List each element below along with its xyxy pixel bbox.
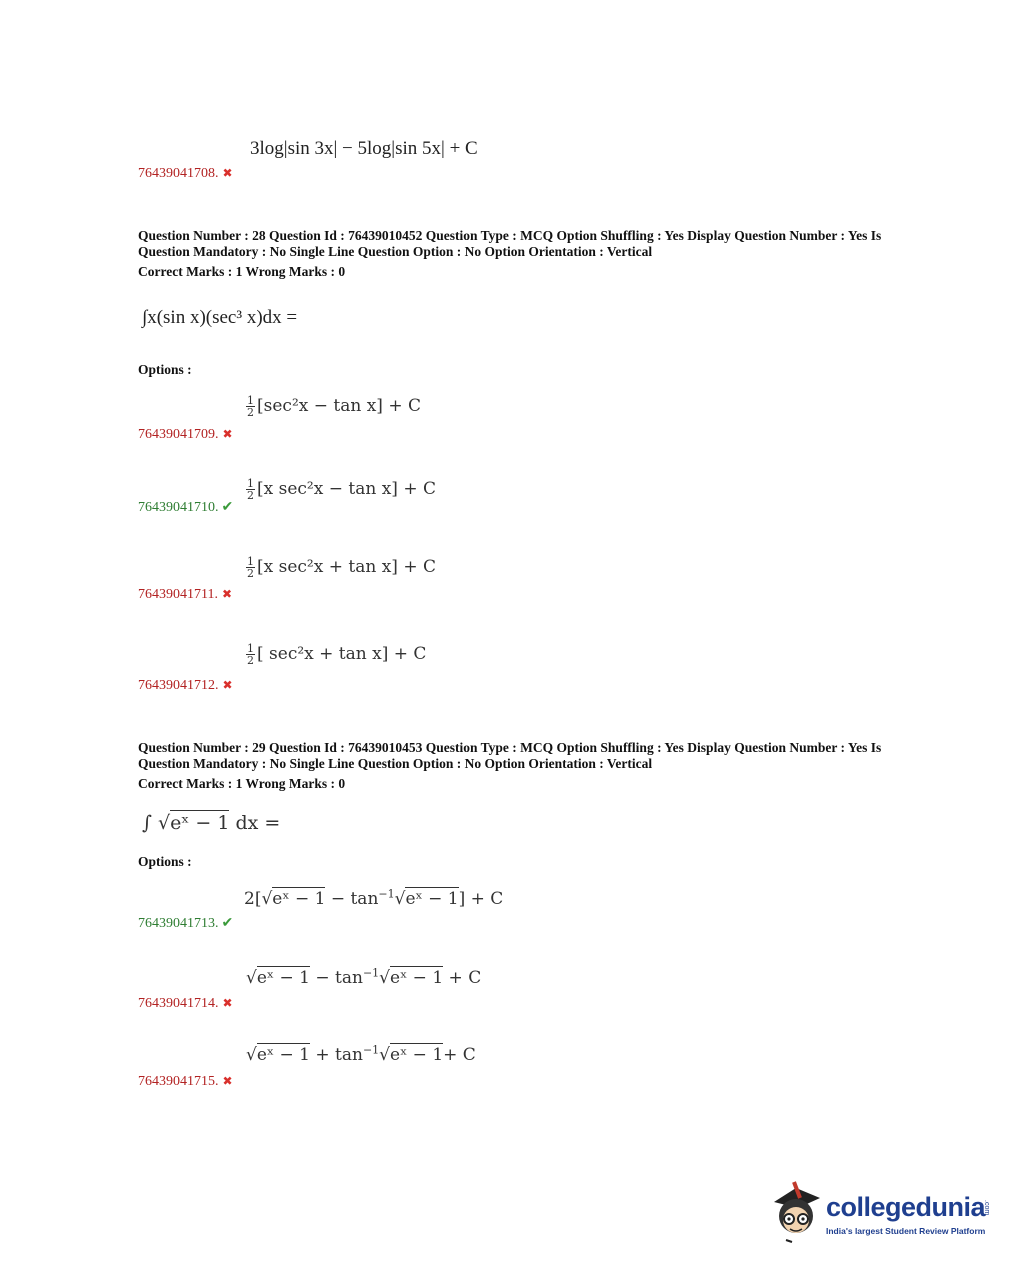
option-expression-text: [sec²x − tan x] + C [257, 396, 421, 416]
check-icon: ✔ [221, 500, 234, 515]
check-icon: ✔ [221, 916, 234, 931]
cross-icon: ✖ [222, 1074, 233, 1088]
option-expression [246, 395, 421, 418]
option-expression-text: [x sec²x + tan x] + C [257, 557, 436, 577]
denominator: 2 [247, 654, 254, 667]
option-id [138, 915, 233, 932]
cross-icon: ✖ [222, 678, 233, 692]
cross-icon: ✖ [222, 996, 233, 1010]
option-expression-text: [ sec²x + tan x] + C [257, 644, 427, 664]
cross-icon: ✖ [222, 166, 233, 180]
question-text-28: ∫x(sin x)(sec³ x)dx = [142, 307, 298, 328]
numerator: 1 [247, 477, 254, 490]
question-suffix: dx = [235, 812, 281, 834]
option-id-text: 76439041709. [138, 427, 219, 442]
brand-tagline: India's largest Student Review Platform [826, 1226, 986, 1236]
option-id [138, 587, 232, 603]
option-id [138, 678, 233, 694]
denominator: 2 [247, 567, 254, 580]
option-id-text: 76439041708. [138, 166, 219, 181]
option-id-text: 76439041713. [138, 916, 219, 931]
option-id-text: 76439041711. [138, 587, 218, 602]
option-id [138, 1074, 233, 1090]
option-id [138, 427, 233, 443]
collegedunia-logo[interactable] [768, 1178, 998, 1248]
option-expression: 2[√eˣ − $1 - \tan^{-1}√eˣ - 1] + C$ [244, 887, 504, 909]
cross-icon: ✖ [222, 427, 233, 441]
question-text-29 [142, 812, 280, 834]
numerator: 1 [247, 642, 254, 655]
radicand: eˣ − 1 [170, 812, 230, 834]
question-marks-29: Correct Marks : 1 Wrong Marks : 0 [138, 776, 346, 791]
option-expression: 3log|sin 3x| − 5log|sin 5x| + C [250, 138, 478, 159]
fraction [246, 478, 255, 501]
numerator: 1 [247, 555, 254, 568]
options-label-28: Options : [138, 362, 192, 377]
option-expression: √eˣ − $1 - \tan^{-1}√eˣ - 1 + C$ [246, 966, 482, 988]
option-expression: √eˣ − $1 + \tan^{-1}√eˣ - 1+ C$ [246, 1043, 476, 1065]
option-id [138, 166, 233, 182]
denominator: 2 [247, 489, 254, 502]
option-expression [246, 556, 436, 579]
integral-sign: ∫ [142, 812, 152, 834]
sqrt-sign: √ [157, 812, 171, 834]
option-id [138, 996, 233, 1012]
fraction [246, 556, 255, 579]
mascot-icon [768, 1178, 826, 1244]
fraction [246, 395, 255, 418]
option-id-text: 76439041712. [138, 678, 219, 693]
option-expression-text: [x sec²x − tan x] + C [257, 479, 436, 499]
question-header-28: Question Number : 28 Question Id : 76439010452 Question Type : MCQ Option Shuffling : Yes Display Question Number : Yes Is Question Mandatory : No Single Line Question Option : No Option Orientation : Vertical [138, 228, 882, 259]
numerator: 1 [247, 394, 254, 407]
options-label-29: Options : [138, 854, 192, 869]
denominator: 2 [247, 406, 254, 419]
option-id-text: 76439041710. [138, 500, 219, 515]
cross-icon: ✖ [221, 587, 233, 601]
option-id [138, 499, 233, 516]
option-id-text: 76439041714. [138, 996, 219, 1011]
option-expression [246, 643, 426, 666]
brand-dotcom: .com [983, 1200, 990, 1216]
fraction [246, 643, 255, 666]
brand-name: collegedunia [826, 1192, 986, 1222]
option-id-text: 76439041715. [138, 1074, 219, 1089]
option-expression [246, 478, 436, 501]
question-marks-28: Correct Marks : 1 Wrong Marks : 0 [138, 264, 346, 279]
question-header-29: Question Number : 29 Question Id : 76439010453 Question Type : MCQ Option Shuffling : Yes Display Question Number : Yes Is Question Mandatory : No Single Line Question Option : No Option Orientation : Vertical [138, 740, 882, 771]
